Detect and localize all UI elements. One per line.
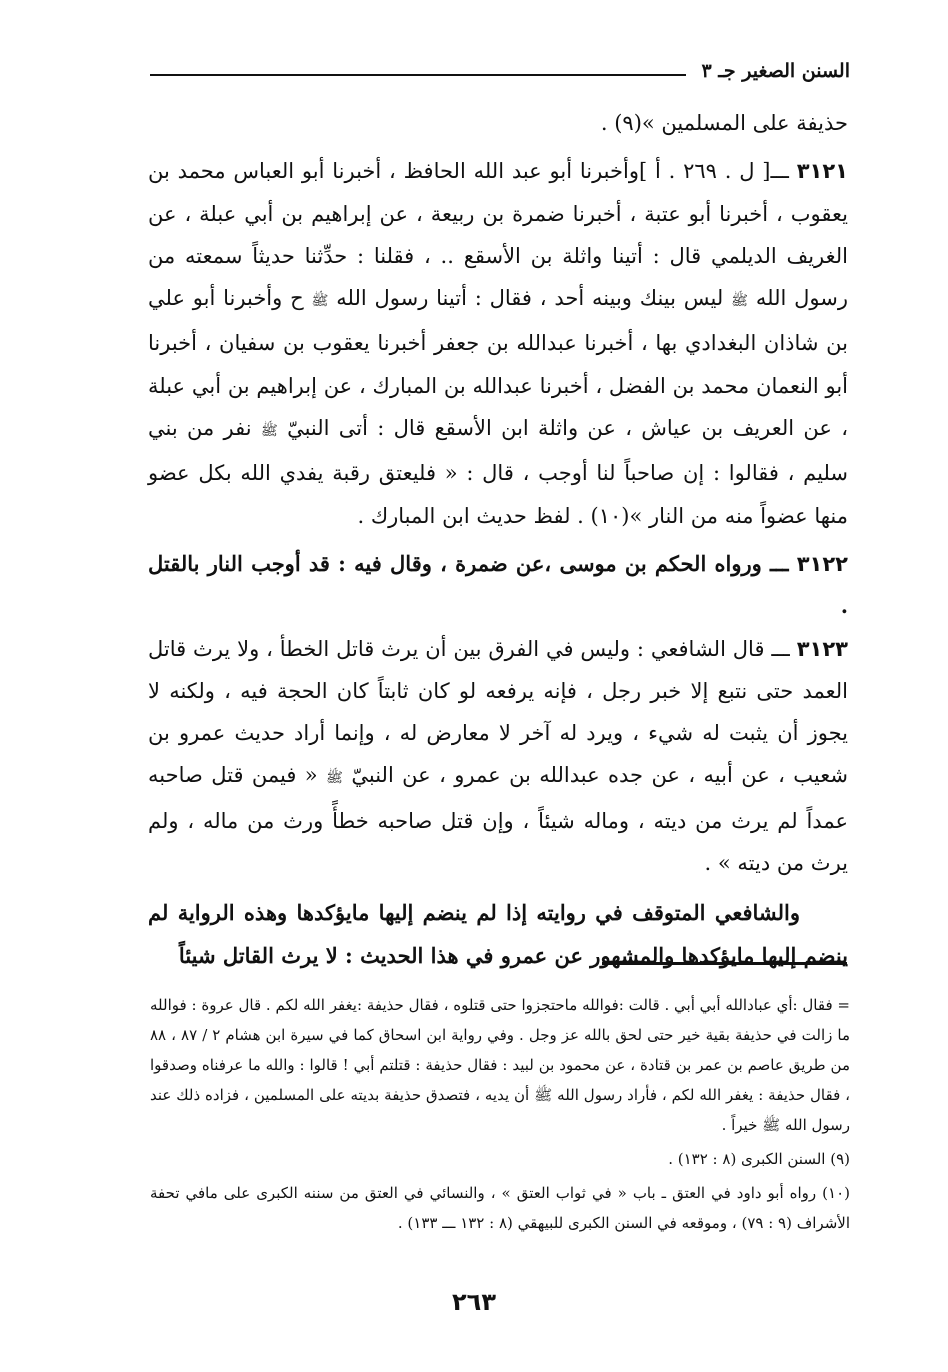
- hadith-text-4: نفر من بني سليم ، فقالوا : إن صاحباً لنا أوجب ، قال : « فليعتق رقبة يفدي الله بكل عضو منها عضواً منه من النار »(١٠) . لفظ حديث ابن المبارك .: [148, 416, 848, 528]
- hadith-number: ٣١٢٣: [796, 636, 848, 661]
- footnote-10: (١٠) رواه أبو داود في العتق ـ باب « في ثواب العتق » ، والنسائي في العتق من سننه الكبرى على مافي تحفة الأشراف (٩ : ٧٩) ، وموقعه في السنن الكبرى للبيهقي (٨ : ١٣٢ ـــ ١٣٣) .: [150, 1184, 850, 1232]
- closing-paragraph: والشافعي المتوقف في روايته إذا لم ينضم إليها مايؤكدها وهذه الرواية لم ينضم إليها مايؤكدها والمشهور عن عمرو في هذا الحديث : لا يرث القاتل شيئاً: [148, 900, 848, 968]
- intro-line: حذيفة على المسلمين »(٩) .: [600, 111, 848, 135]
- header-title: السنن الصغير جـ ٣: [701, 60, 850, 82]
- footnote-continuation: = فقال :أي عبادالله أبي أبي . قالت :فوالله ماحتجزوا حتى قتلوه ، فقال حذيفة :يغفر الله لكم . قال عروة : فوالله ما زالت في حذيفة بقية خير حتى لحق بالله عز وجل . وفي رواية ابن اسحاق كما في سيرة ابن هشام ٢ / ٨٧ ، ٨٨ من طريق عاصم بن عمر بن قتادة ، عن محمود بن لبيد : فقال حذيفة : قتلتم أبي ! قالوا : والله ما عرفناه وصدقوا ، فقال حذيفة : يغفر الله لكم ، فأراد رسول الله ﷺ أن يديه ، فتصدق حذيفة بديته على المسلمين ، فزاده ذلك عند رسول الله ﷺ خيراً .: [150, 996, 850, 1134]
- hadith-text-3: ح وأخبرنا أبو علي بن شاذان البغدادي بها ، أخبرنا عبدالله بن جعفر أخبرنا يعقوب بن سفيان ، أخبرنا أبو النعمان محمد بن الفضل ، أخبرنا عبدالله بن المبارك ، عن إبراهيم بن أبي عبلة ، عن العريف بن عياش ، عن واثلة ابن الأسقع قال : أتى النبيّ: [148, 286, 848, 441]
- hadith-entry-3121: [148, 150, 848, 537]
- hadith-entry-3122: [148, 543, 848, 628]
- hadith-text-2: ليس بينك وبينه أحد ، فقال : أتينا رسول الله: [336, 286, 724, 311]
- main-text: [148, 102, 848, 977]
- hadith-text-2: « فيمن قتل صاحبه عمداً لم يرث من ديته ، وماله شيئاً ، وإن قتل صاحبه خطأً ورث من ماله ، ولم يرث من ديته » .: [148, 763, 848, 876]
- hadith-text: ـــ[ ل . ٢٦٩ . أ ]وأخبرنا أبو عبد الله الحافظ ، أخبرنا أبو العباس محمد بن يعقوب ، أخبرنا أبو عتبة ، أخبرنا ضمرة بن ربيعة ، عن إبراهيم بن أبي عبلة ، عن الغريف الديلمي قال : أتينا واثلة بن الأسقع .. ، فقلنا : حدِّثنا حديثاً سمعته من رسول الله: [148, 159, 848, 311]
- footnote-9: (٩) السنن الكبرى (٨ : ١٣٢) .: [668, 1150, 850, 1168]
- footnotes: [150, 990, 850, 1238]
- salla-glyph: ﷺ: [326, 770, 343, 787]
- salla-glyph: ﷺ: [311, 293, 329, 310]
- hadith-number: ٣١٢١: [796, 159, 848, 184]
- hadith-text: ـــ قال الشافعي : وليس في الفرق بين أن يرث قاتل الخطأ ، ولا يرث قاتل العمد حتى نتبع إلا خبر رجل ، فإنه يرفعه لو كان ثابتاً كان الحجة فيه ، ولكنه لا يجوز أن يثبت له شيء ، ويرد له آخر لا معارض له ، وإنما أراد حديث عمرو بن شعيب ، عن أبيه ، عن جده عبدالله بن عمرو ، عن النبيّ: [148, 636, 848, 788]
- hadith-entry-3123: [148, 628, 848, 885]
- hadith-number: ٣١٢٢: [796, 551, 848, 576]
- salla-glyph: ﷺ: [260, 423, 278, 440]
- running-header: [150, 60, 850, 94]
- hadith-text: ـــ ورواه الحكم بن موسى ،عن ضمرة ، وقال فيه : قد أوجب النار بالقتل .: [148, 550, 848, 619]
- salla-glyph: ﷺ: [731, 293, 749, 310]
- footnote-separator: [602, 962, 847, 965]
- page-number: ٢٦٣: [452, 1288, 496, 1316]
- header-rule: [150, 74, 686, 76]
